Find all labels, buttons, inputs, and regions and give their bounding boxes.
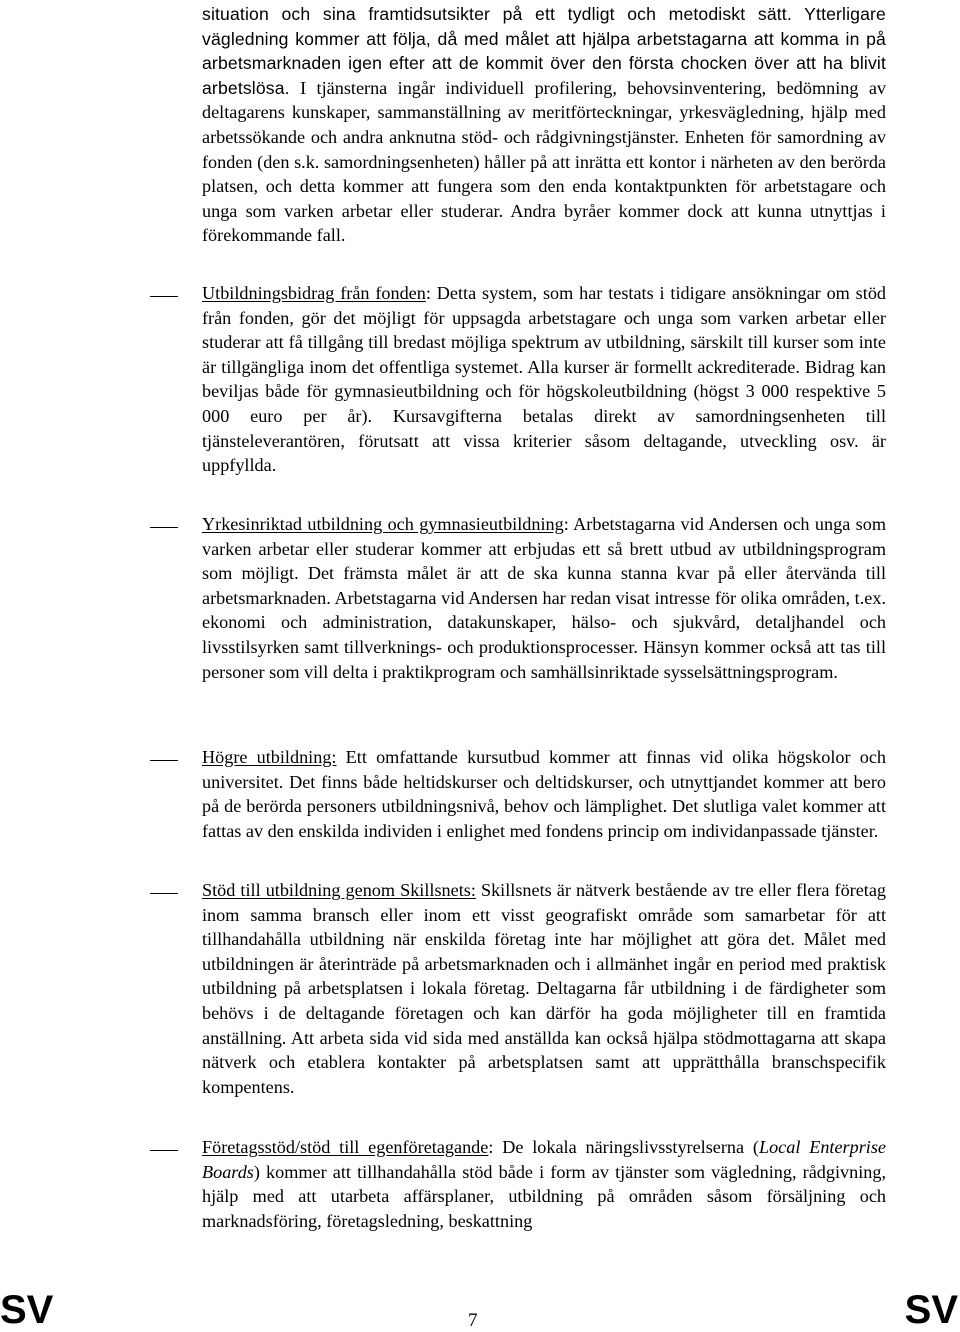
list-dash	[150, 1150, 178, 1151]
item-heading: Högre utbildning:	[202, 747, 337, 767]
list-item-utbildningsbidrag	[202, 281, 886, 478]
item-separator: :	[425, 283, 437, 303]
list-item-yrkesinriktad	[202, 512, 886, 684]
list-dash	[150, 527, 178, 528]
intro-paragraph	[202, 2, 886, 248]
item-text: Ett omfattande kursutbud kommer att finnas vid olika högskolor och universitet. Det finns både heltidskurser och deltidskurser, och utnyttjandet kommer att bero på de berörda personers utbildningsnivå, behov och lämplighet. Det slutliga valet kommer att fattas av den enskilda individen i enlighet med fondens princip om individanpassade tjänster.	[202, 747, 886, 841]
footer-language-left: SV	[0, 1288, 54, 1332]
list-item-skillsnets	[202, 878, 886, 1099]
item-heading: Utbildningsbidrag från fonden	[202, 283, 426, 303]
item-heading: Stöd till utbildning genom Skillsnets:	[202, 880, 476, 900]
item-separator: :	[563, 514, 574, 534]
item-text: Arbetstagarna vid Andersen och unga som varken arbetar eller studerar kommer att erbjudas ett så brett utbud av utbildningsprogram som möjligt. Det främsta målet är att de ska kunna stanna kvar på eller återvända till arbetsmarknaden. Arbetstagarna vid Andersen har redan visat intresse för olika områden, t.ex. ekonomi och administration, datakunskaper, hälso- och sjukvård, detaljhandel och livsstilsyrken samt tillverknings- och produktionsprocesser. Hänsyn kommer också att tas till personer som vill delta i praktikprogram och samhällsinriktade sysselsättningsprogram.	[202, 514, 886, 682]
list-item-foretagsstod	[202, 1135, 886, 1233]
item-heading: Yrkesinriktad utbildning och gymnasieutbildning	[202, 514, 564, 534]
item-separator	[336, 747, 345, 767]
item-text-before: De lokala näringslivsstyrelserna (	[502, 1137, 759, 1157]
page-number: 7	[468, 1310, 478, 1331]
footer-language-right: SV	[904, 1288, 958, 1332]
item-text: Detta system, som har testats i tidigare ansökningar om stöd från fonden, gör det möjligt för uppsagda arbetstagare och unga som varken arbetar eller studerar att få tillgång till bredast möjliga spektrum av utbildning, särskilt till kurser som inte är tillgängliga inom det offentliga systemet. Alla kurser är formellt ackrediterade. Bidrag kan beviljas både för gymnasieutbildning och för högskoleutbildning (högst 3 000 respektive 5 000 euro per år). Kursavgifterna betalas direkt av samordningsenheten till tjänsteleverantören, förutsatt att vissa kriterier såsom deltagande, utveckling osv. är uppfyllda.	[202, 283, 887, 476]
list-dash	[150, 893, 178, 894]
item-separator: :	[488, 1137, 503, 1157]
item-text-italic: Local Enterprise Boards	[202, 1137, 886, 1182]
intro-serif-text: I tjänsterna ingår individuell profilering, behovsinventering, bedömning av deltagarens kunskaper, sammanställning av meritförteckningar, yrkesvägledning, hjälp med arbetssökande och andra anknutna stöd- och rådgivningstjänster. Enheten för samordning av fonden (den s.k. samordningsenheten) håller på att inrätta ett kontor i närheten av den berörda platsen, och detta kommer att fungera som den enda kontaktpunkten för arbetstagare och unga som varken arbetar eller studerar. Andra byråer kommer dock att kunna utnyttjas i förekommande fall.	[202, 77, 886, 246]
item-text: Skillsnets är nätverk bestående av tre eller flera företag inom samma bransch eller inom ett visst geografiskt område som samarbetar för att tillhandahålla utbildning när enskilda företag inte har möjlighet att göra det. Målet med utbildningen är återinträde på arbetsmarknaden och i allmänhet ingår en period med praktisk utbildning på arbetsplatsen i lokala företag. Deltagarna får utbildning i de färdigheter som behövs i de deltagande företagen och kan därför ha goda möjligheter till en framtida anställning. Att arbeta sida vid sida med anställda kan också hjälpa stödmottagarna att skapa nätverk och etablera kontakter på arbetsplatsen samt att upprätthålla branschspecifik kompentens.	[202, 880, 887, 1097]
list-dash	[150, 296, 178, 297]
intro-sans-text: situation och sina framtidsutsikter på ett tydligt och metodiskt sätt. Ytterligare vägledning kommer att följa, då med målet att hjälpa arbetstagarna att komma in på arbetsmarknaden igen efter att de kommit över den första chocken över att ha blivit arbetslösa.	[202, 4, 886, 98]
item-heading: Företagsstöd/stöd till egenföretagande	[202, 1137, 489, 1157]
list-item-hogre-utbildning	[202, 745, 886, 843]
list-dash	[150, 760, 178, 761]
item-text-after: ) kommer att tillhandahålla stöd både i form av tjänster som vägledning, rådgivning, hjälp med att utarbeta affärsplaner, utbildning på områden såsom försäljning och marknadsföring, företagsledning, beskattning	[202, 1161, 886, 1231]
